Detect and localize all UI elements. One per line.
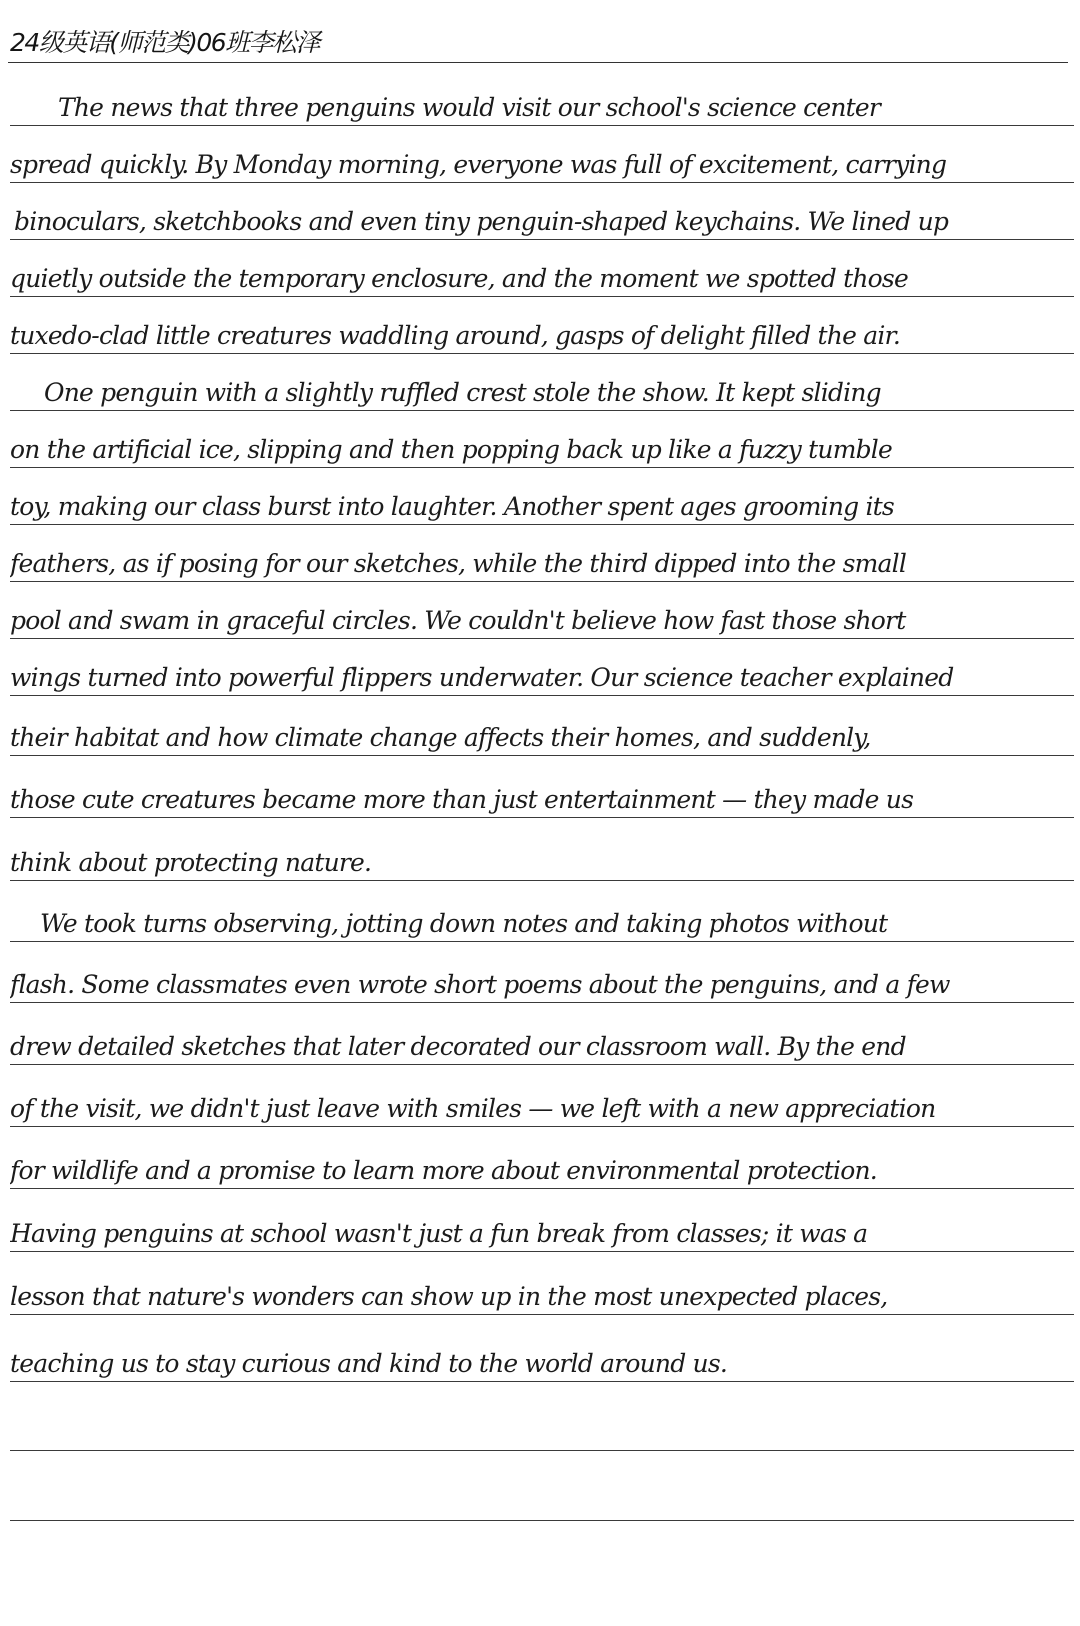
ruled-line [10,640,1074,696]
ruled-line [10,241,1074,297]
essay-line-text: on the artificial ice, slipping and then popping back up like a fuzzy tumble [10,435,892,464]
ruled-line [10,825,1074,881]
ruled-line [10,526,1074,582]
essay-line-text: lesson that nature's wonders can show up in the most unexpected places, [10,1282,888,1311]
essay-line-text: Having penguins at school wasn't just a fun break from classes; it was a [10,1219,868,1248]
student-title: 24级英语(师范类)06班李松泽 [10,28,320,57]
ruled-line [10,469,1074,525]
essay-line-text: teaching us to stay curious and kind to the world around us. [10,1349,728,1378]
ruled-line [10,700,1074,756]
ruled-line [10,947,1074,1003]
ruled-line [10,1326,1074,1382]
ruled-line [10,1259,1074,1315]
ruled-line [10,127,1074,183]
ruled-line [10,762,1074,818]
essay-line-text: binoculars, sketchbooks and even tiny penguin-shaped keychains. We lined up [14,207,949,236]
essay-line-text: for wildlife and a promise to learn more about environmental protection. [10,1156,877,1185]
ruled-line [10,1196,1074,1252]
essay-line-text: feathers, as if posing for our sketches, while the third dipped into the small [10,549,907,578]
ruled-line [10,184,1074,240]
essay-line-text: spread quickly. By Monday morning, everyone was full of excitement, carrying [10,150,947,179]
ruled-line [10,1009,1074,1065]
ruled-line [10,583,1074,639]
essay-line-text: of the visit, we didn't just leave with smiles — we left with a new appreciation [10,1094,936,1123]
ruled-line [10,1071,1074,1127]
ruled-line [10,412,1074,468]
ruled-line [10,1395,1074,1451]
essay-line-text: quietly outside the temporary enclosure, and the moment we spotted those [10,264,908,293]
essay-line-text: pool and swam in graceful circles. We couldn't believe how fast those short [10,606,906,635]
ruled-line [10,1133,1074,1189]
essay-line-text: think about protecting nature. [10,848,372,877]
essay-line-text: tuxedo-clad little creatures waddling around, gasps of delight filled the air. [10,321,901,350]
essay-line-text: drew detailed sketches that later decorated our classroom wall. By the end [10,1032,906,1061]
ruled-line [10,1465,1074,1521]
essay-line-text: wings turned into powerful flippers underwater. Our science teacher explained [10,663,954,692]
header-line [8,20,1068,63]
essay-line-text: their habitat and how climate change affects their homes, and suddenly, [10,723,871,752]
essay-line-text: those cute creatures became more than just entertainment — they made us [10,785,914,814]
ruled-line [10,298,1074,354]
essay-line-text: toy, making our class burst into laughter. Another spent ages grooming its [10,492,894,521]
essay-line-text: The news that three penguins would visit our school's science center [58,93,881,122]
ruled-line [10,886,1074,942]
ruled-line [10,355,1074,411]
essay-line-text: One penguin with a slightly ruffled crest stole the show. It kept sliding [44,378,881,407]
essay-line-text: flash. Some classmates even wrote short poems about the penguins, and a few [10,970,950,999]
essay-line-text: We took turns observing, jotting down notes and taking photos without [40,909,888,938]
ruled-line [10,70,1074,126]
